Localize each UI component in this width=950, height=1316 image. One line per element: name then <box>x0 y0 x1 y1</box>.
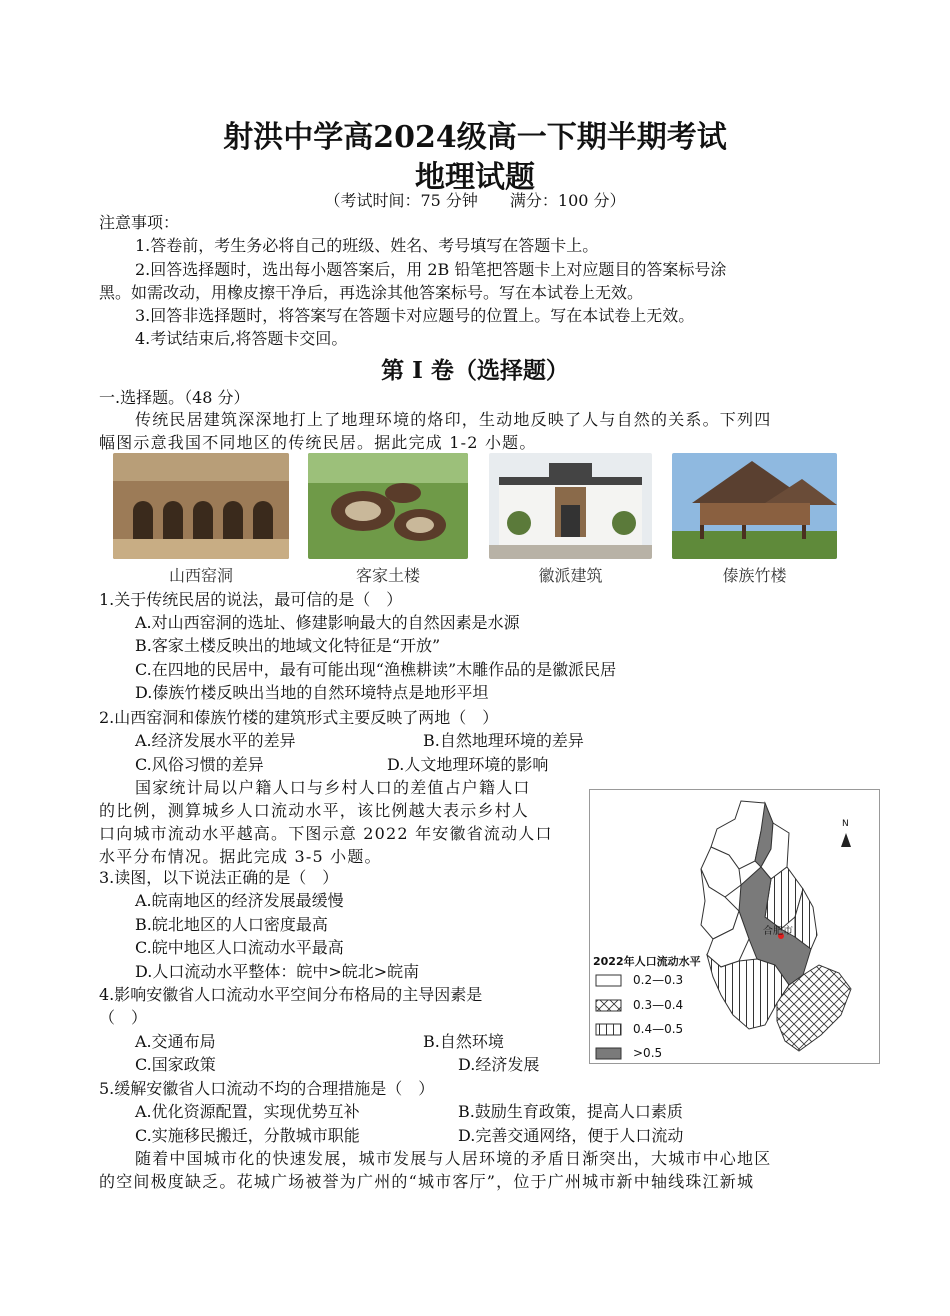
section-title: 第 I 卷（选择题） <box>381 357 569 384</box>
q1-option-b: B.客家土楼反映出的地域文化特征是“开放” <box>135 636 441 655</box>
exam-info: （考试时间：75 分钟 满分：100 分） <box>324 191 626 210</box>
notice-item-4: 4.考试结束后,将答题卡交回。 <box>135 329 348 348</box>
north-arrow-icon: N <box>842 819 849 829</box>
intro-3-line-2: 的空间极度缺乏。花城广场被誉为广州的“城市客厅”，位于广州城市新中轴线珠江新城 <box>99 1172 755 1191</box>
q1-option-d: D.傣族竹楼反映出当地的自然环境特点是地形平坦 <box>135 683 489 702</box>
dai-bamboo-house-image <box>672 453 837 559</box>
intro-2-line-1: 国家统计局以户籍人口与乡村人口的差值占户籍人口 <box>135 778 531 797</box>
q5-option-a: A.优化资源配置，实现优势互补 <box>135 1102 360 1121</box>
q3-stem: 3.读图，以下说法正确的是（ ） <box>99 868 339 887</box>
q3-option-c: C.皖中地区人口流动水平最高 <box>135 938 344 957</box>
q5-stem: 5.缓解安徽省人口流动不均的合理措施是（ ） <box>99 1079 435 1098</box>
q4-option-a: A.交通布局 <box>135 1032 216 1051</box>
q1-stem: 1.关于传统民居的说法，最可信的是（ ） <box>99 590 403 609</box>
notice-item-2: 2.回答选择题时，选出每小题答案后，用 2B 铅笔把答题卡上对应题目的答案标号涂 <box>135 260 727 279</box>
caption-huizhou: 徽派建筑 <box>538 566 603 585</box>
q1-option-c: C.在四地的民居中，最有可能出现“渔樵耕读”木雕作品的是徽派民居 <box>135 660 617 679</box>
anhui-map <box>589 789 880 1064</box>
q3-option-b: B.皖北地区的人口密度最高 <box>135 915 328 934</box>
intro-1-line-2: 幅图示意我国不同地区的传统民居。据此完成 1-2 小题。 <box>99 433 537 452</box>
q2-option-b: B.自然地理环境的差异 <box>423 731 584 750</box>
hefei-label: 合肥市 <box>763 926 793 937</box>
q2-option-d: D.人文地理环境的影响 <box>387 755 549 774</box>
intro-3-line-1: 随着中国城市化的快速发展，城市发展与人居环境的矛盾日渐突出，大城市中心地区 <box>135 1149 772 1168</box>
legend-title: 2022年人口流动水平 <box>593 955 701 968</box>
huizhou-building-image <box>489 453 652 559</box>
caption-cave-dwelling: 山西窑洞 <box>168 566 233 585</box>
exam-title: 射洪中学高2024级高一下期半期考试 <box>223 120 727 155</box>
q2-option-a: A.经济发展水平的差异 <box>135 731 296 750</box>
legend-item-2: 0.3—0.4 <box>633 998 684 1012</box>
q4-stem: 4.影响安徽省人口流动水平空间分布格局的主导因素是 <box>99 985 483 1004</box>
caption-tulou: 客家土楼 <box>355 566 420 585</box>
legend-item-1: 0.2—0.3 <box>633 973 684 987</box>
q5-option-d: D.完善交通网络，便于人口流动 <box>458 1126 684 1145</box>
q4-stem-bracket: （ ） <box>99 1008 148 1027</box>
q4-option-b: B.自然环境 <box>423 1032 504 1051</box>
q5-option-b: B.鼓励生育政策，提高人口素质 <box>458 1102 683 1121</box>
notice-item-2-cont: 黑。如需改动，用橡皮擦干净后，再选涂其他答案标号。写在本试卷上无效。 <box>99 283 644 302</box>
caption-dai: 傣族竹楼 <box>722 566 787 585</box>
intro-1-line-1: 传统民居建筑深深地打上了地理环境的烙印，生动地反映了人与自然的关系。下列四 <box>135 410 772 429</box>
intro-2-line-4: 水平分布情况。据此完成 3-5 小题。 <box>99 847 382 866</box>
q3-option-a: A.皖南地区的经济发展最缓慢 <box>135 891 344 910</box>
q2-option-c: C.风俗习惯的差异 <box>135 755 264 774</box>
intro-2-line-2: 的比例，测算城乡人口流动水平，该比例越大表示乡村人 <box>99 801 530 820</box>
subject-title: 地理试题 <box>415 160 535 195</box>
notice-item-3: 3.回答非选择题时，将答案写在答题卡对应题号的位置上。写在本试卷上无效。 <box>135 306 695 325</box>
cave-dwelling-image <box>113 453 289 559</box>
q4-option-c: C.国家政策 <box>135 1055 216 1074</box>
notice-heading: 注意事项： <box>99 213 180 232</box>
tulou-image <box>308 453 468 559</box>
q1-option-a: A.对山西窑洞的选址、修建影响最大的自然因素是水源 <box>135 613 520 632</box>
intro-2-line-3: 口向城市流动水平越高。下图示意 2022 年安徽省流动人口 <box>99 824 553 843</box>
legend-item-3: 0.4—0.5 <box>633 1022 684 1036</box>
q4-option-d: D.经济发展 <box>458 1055 540 1074</box>
q3-option-d: D.人口流动水平整体：皖中>皖北>皖南 <box>135 962 420 981</box>
part-heading: 一.选择题。（48 分） <box>99 388 250 407</box>
q2-stem: 2.山西窑洞和傣族竹楼的建筑形式主要反映了两地（ ） <box>99 708 499 727</box>
q5-option-c: C.实施移民搬迁，分散城市职能 <box>135 1126 360 1145</box>
legend-item-4: >0.5 <box>633 1046 663 1060</box>
notice-item-1: 1.答卷前，考生务必将自己的班级、姓名、考号填写在答题卡上。 <box>135 236 599 255</box>
